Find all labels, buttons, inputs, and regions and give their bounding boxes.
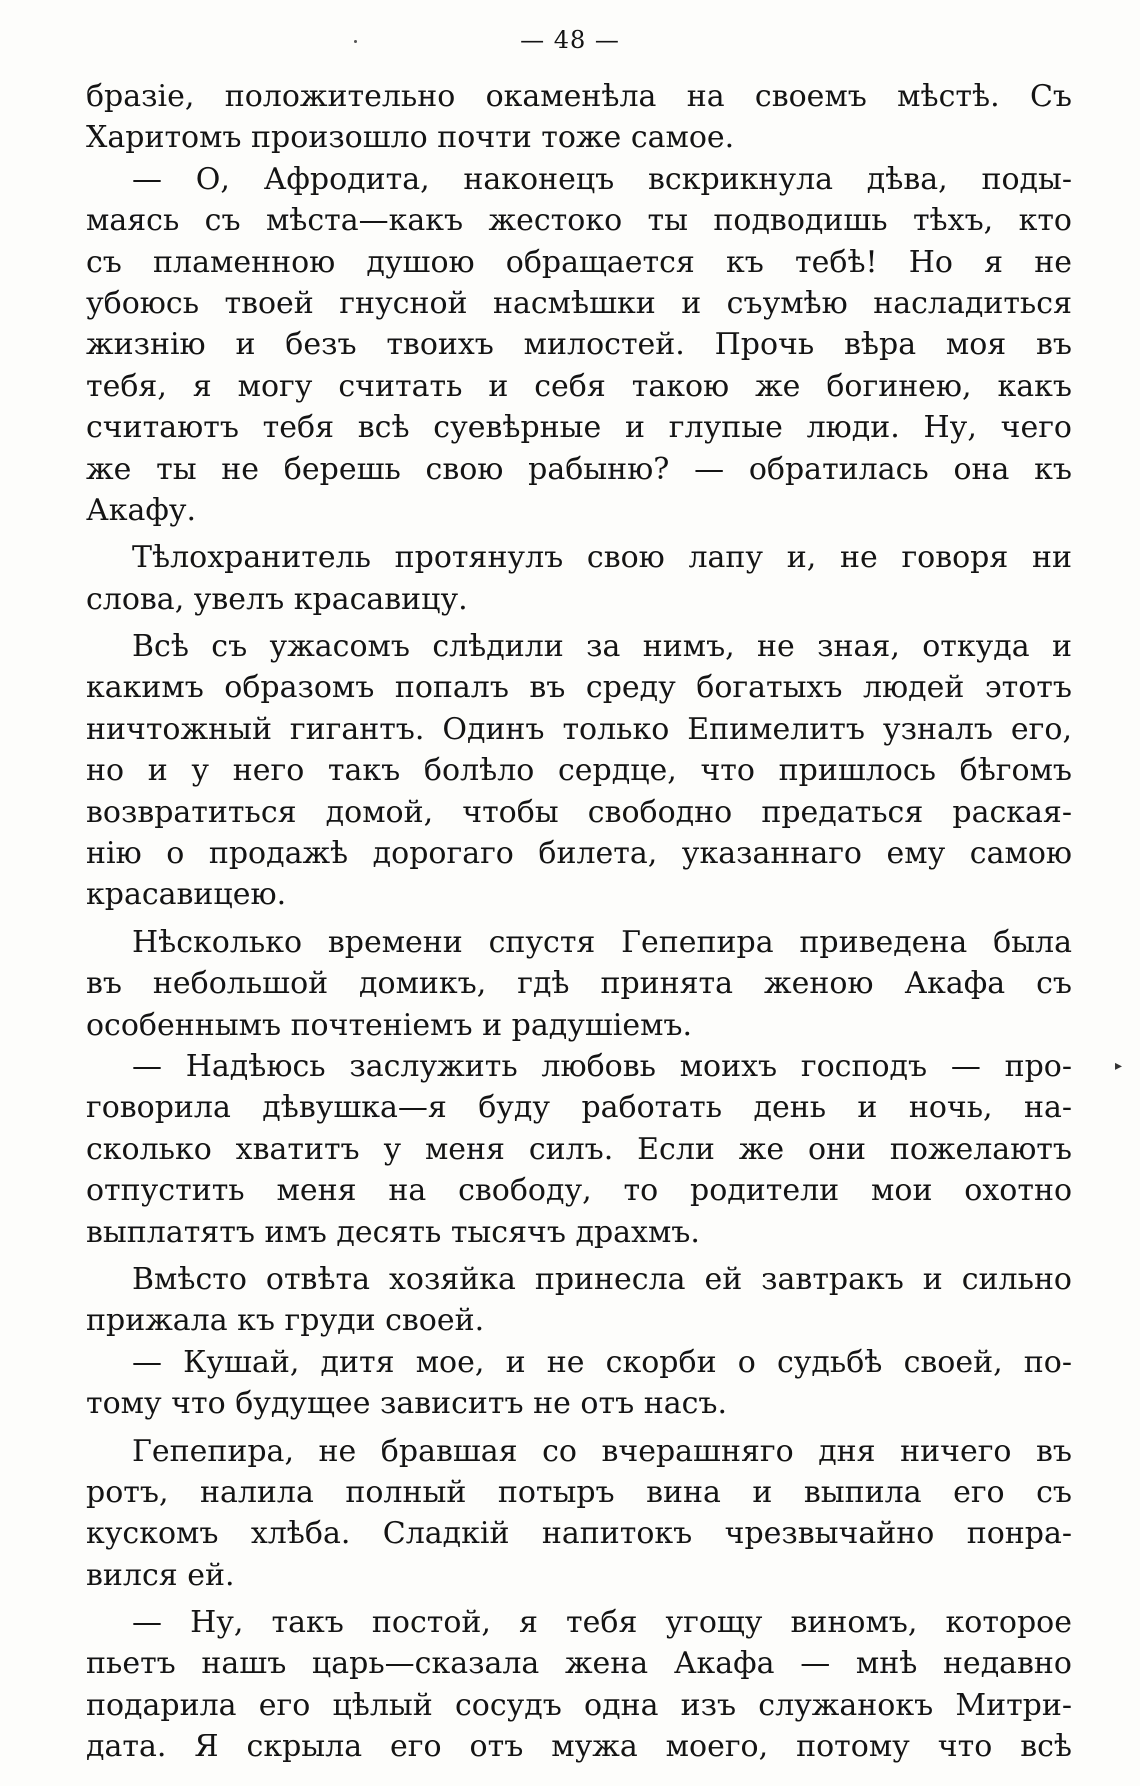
text-line: — О, Афродита, наконецъ вскрикнула дѣва, поды-	[132, 161, 1072, 197]
text-line: Нѣсколько времени спустя Гепепира приведена была	[132, 924, 1072, 960]
text-line: красавицею.	[86, 877, 287, 913]
text-line: нію о продажѣ дорогаго билета, указаннаго ему самою	[86, 836, 1072, 872]
text-line: тебя, я могу считать и себя такою же богинею, какъ	[86, 368, 1072, 404]
text-line: Акафу.	[86, 492, 197, 528]
text-line: пьетъ нашъ царь—сказала жена Акафа — мнѣ недавно	[86, 1646, 1072, 1682]
text-line: маясь съ мѣста—какъ жестоко ты подводишь тѣхъ, кто	[86, 203, 1072, 239]
text-line: съ пламенною душою обращается къ тебѣ! Но я не	[86, 244, 1072, 280]
text-line: выплатятъ имъ десять тысячъ драхмъ.	[86, 1214, 700, 1250]
text-line: ротъ, налила полный потыръ вина и выпила его съ	[86, 1474, 1072, 1510]
text-line: отпустить меня на свободу, то родители мои охотно	[86, 1173, 1072, 1209]
page-number: — 48 —	[520, 26, 620, 54]
text-line: прижала къ груди своей.	[86, 1303, 485, 1339]
text-line: же ты не берешь свою рабыню? — обратилась она къ	[86, 451, 1072, 487]
text-line: кускомъ хлѣба. Сладкій напитокъ чрезвычайно понра-	[86, 1516, 1072, 1552]
margin-mark: ▸	[1114, 1058, 1122, 1074]
text-line: вился ей.	[86, 1557, 235, 1593]
text-line: особеннымъ почтеніемъ и радушіемъ.	[86, 1007, 693, 1043]
text-line: въ небольшой домикъ, гдѣ принята женою Акафа съ	[86, 966, 1072, 1002]
text-line: — Ну, такъ постой, я тебя угощу виномъ, которое	[132, 1605, 1072, 1641]
text-line: дата. Я скрыла его отъ мужа моего, потому что всѣ	[86, 1729, 1072, 1765]
text-line: Харитомъ произошло почти тоже самое.	[86, 120, 735, 156]
text-line: — Надѣюсь заслужить любовь моихъ господъ — про-	[132, 1048, 1072, 1084]
body-text	[86, 76, 1072, 1768]
text-line: сколько хватитъ у меня силъ. Если же они пожелаютъ	[86, 1131, 1072, 1167]
text-line: говорила дѣвушка—я буду работать день и ночь, на-	[86, 1090, 1072, 1126]
text-line: ничтожный гигантъ. Одинъ только Епимелитъ узналъ его,	[86, 711, 1072, 747]
text-line: Всѣ съ ужасомъ слѣдили за нимъ, не зная, откуда и	[132, 629, 1072, 665]
text-line: слова, увелъ красавицу.	[86, 581, 468, 617]
text-line: бразіе, положительно окаменѣла на своемъ мѣстѣ. Съ	[86, 79, 1072, 114]
text-line: — Кушай, дитя мое, и не скорби о судьбѣ своей, по-	[132, 1344, 1072, 1380]
text-line: какимъ образомъ попалъ въ среду богатыхъ людей этотъ	[86, 670, 1072, 706]
text-line: убоюсь твоей гнусной насмѣшки и съумѣю насладиться	[86, 285, 1072, 321]
text-line: возвратиться домой, чтобы свободно предаться раская-	[86, 794, 1072, 830]
text-line: Вмѣсто отвѣта хозяйка принесла ей завтракъ и сильно	[132, 1261, 1072, 1297]
text-line: Тѣлохранитель протянулъ свою лапу и, не говоря ни	[132, 540, 1072, 576]
text-line: но и у него такъ болѣло сердце, что пришлось бѣгомъ	[86, 753, 1072, 789]
text-line: Гепепира, не бравшая со вчерашняго дня ничего въ	[132, 1433, 1072, 1469]
text-line: считаютъ тебя всѣ суевѣрные и глупые люди. Ну, чего	[86, 410, 1072, 446]
text-line: подарила его цѣлый сосудъ одна изъ служанокъ Митри-	[86, 1687, 1072, 1723]
text-line: тому что будущее зависитъ не отъ насъ.	[86, 1386, 728, 1422]
text-line: жизнію и безъ твоихъ милостей. Прочь вѣра моя въ	[86, 327, 1072, 363]
